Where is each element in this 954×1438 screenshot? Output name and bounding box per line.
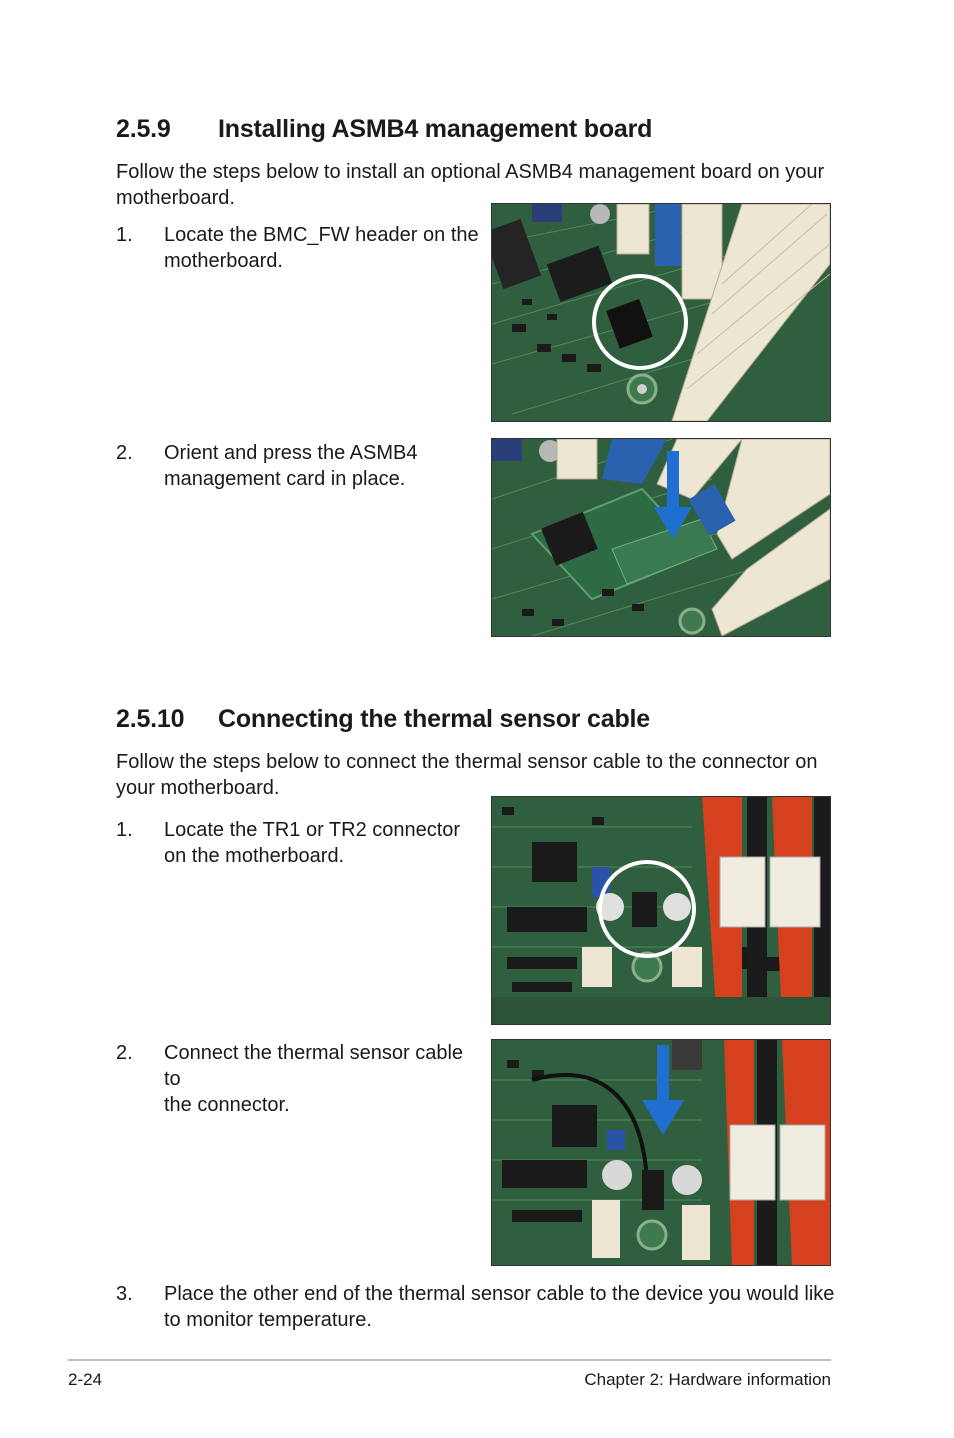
step-line: Locate the BMC_FW header on the (164, 224, 479, 246)
footer-rule (68, 1359, 831, 1361)
step-line: management card in place. (164, 468, 406, 490)
step-text (164, 1040, 484, 1118)
step-number: 1. (116, 819, 133, 841)
step-line: Connect the thermal sensor cable to (164, 1042, 464, 1090)
step-line: on the motherboard. (164, 845, 345, 867)
section-title: Installing ASMB4 management board (218, 115, 653, 143)
step-text (164, 1281, 844, 1333)
step-line: Locate the TR1 or TR2 connector (164, 819, 461, 841)
step-line: to monitor temperature. (164, 1309, 372, 1331)
photo-bmc-fw-header (491, 203, 831, 422)
motherboard-photo-3 (492, 797, 830, 1024)
section-heading-thermal (116, 705, 836, 735)
chapter-title: Chapter 2: Hardware information (584, 1370, 831, 1389)
intro-line: Follow the steps below to connect the thermal sensor cable to the connector on (116, 751, 818, 773)
section-number: 2.5.9 (116, 115, 171, 143)
section-intro (116, 749, 836, 801)
intro-line: your motherboard. (116, 777, 280, 799)
intro-line: Follow the steps below to install an optional ASMB4 management board on your (116, 161, 825, 183)
step-line: motherboard. (164, 250, 283, 272)
step-number: 2. (116, 442, 133, 464)
step-line: the connector. (164, 1094, 290, 1116)
step-number: 3. (116, 1283, 133, 1305)
step-line: Orient and press the ASMB4 (164, 442, 418, 464)
photo-connect-cable (491, 1039, 831, 1266)
intro-line: motherboard. (116, 187, 235, 209)
step-number: 1. (116, 224, 133, 246)
step-text (164, 440, 484, 492)
section-number: 2.5.10 (116, 705, 185, 733)
photo-tr-connector (491, 796, 831, 1025)
step-line: Place the other end of the thermal sensor cable to the device you would like (164, 1283, 835, 1305)
page-number: 2-24 (68, 1370, 103, 1389)
section-heading-asmb4 (116, 115, 836, 145)
step-number: 2. (116, 1042, 133, 1064)
section-title: Connecting the thermal sensor cable (218, 705, 650, 733)
motherboard-photo-2 (492, 439, 830, 636)
motherboard-photo-1 (492, 204, 830, 421)
step-text (164, 817, 484, 869)
motherboard-photo-4 (492, 1040, 830, 1265)
step-text (164, 222, 484, 274)
photo-asmb4-install (491, 438, 831, 637)
